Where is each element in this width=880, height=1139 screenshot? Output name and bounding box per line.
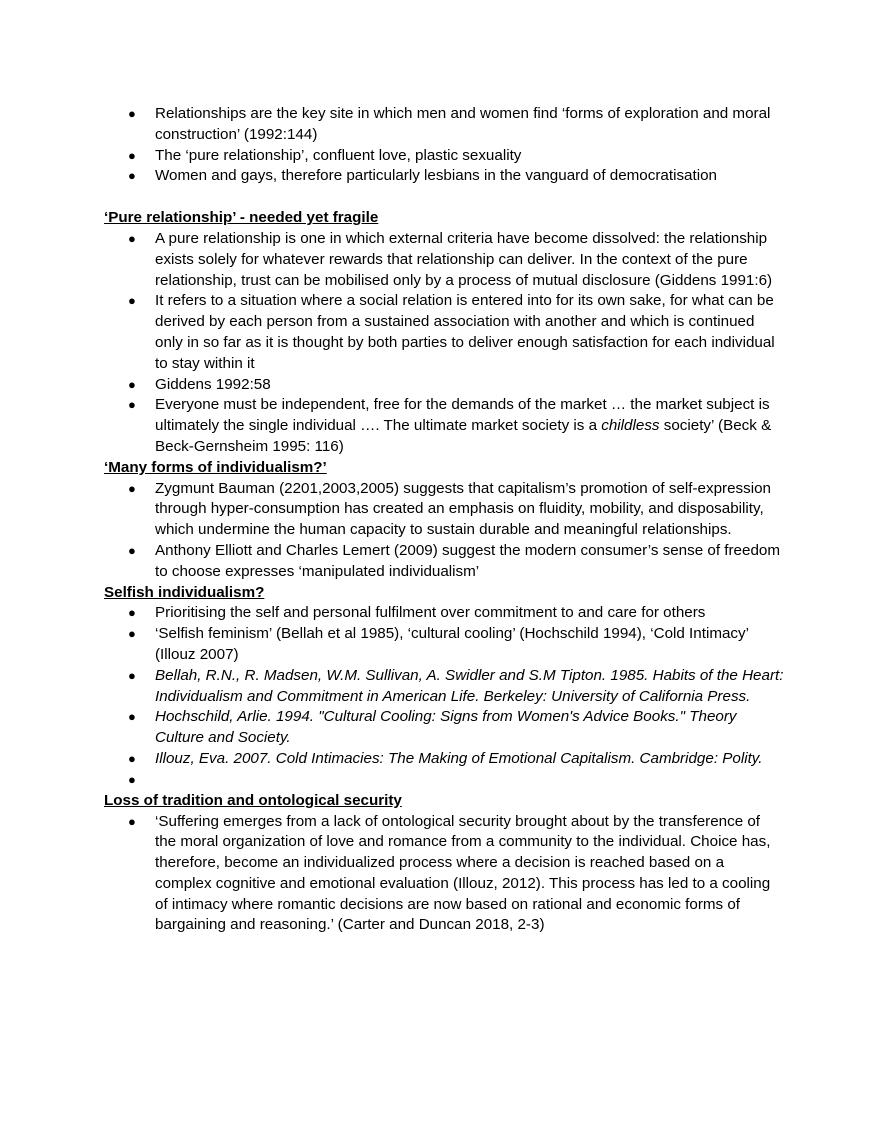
list-item: ● It refers to a situation where a social relation is entered into for its own sake, for what can be derived by each person from a sustained association with another and which is continued only in so far as it is thought by both parties to deliver enough satisfaction for each individual to stay within it [128, 292, 775, 372]
list-item: ● Illouz, Eva. 2007. Cold Intimacies: The Making of Emotional Capitalism. Cambridge: Polity. [104, 749, 784, 770]
bullet-icon: ● [128, 168, 136, 184]
intro-bullet-list [104, 104, 784, 187]
list-item: ● Giddens 1992:58 [104, 375, 784, 396]
list-item: ● The ‘pure relationship’, confluent love, plastic sexuality [104, 146, 784, 167]
bullet-icon: ● [128, 771, 136, 787]
bullet-icon: ● [128, 605, 136, 621]
bullet-icon: ● [128, 750, 136, 766]
document-page [104, 104, 784, 936]
bullet-icon: ● [128, 667, 136, 683]
bullet-icon: ● [128, 813, 136, 829]
section-heading-selfish: Selfish individualism? [104, 583, 265, 601]
bullet-icon: ● [128, 147, 136, 163]
bullet-icon: ● [128, 293, 136, 309]
loss-of-tradition-list [104, 812, 784, 937]
bullet-icon: ● [128, 480, 136, 496]
bullet-icon: ● [128, 106, 136, 121]
bullet-icon: ● [128, 397, 136, 413]
list-item: ● Bellah, R.N., R. Madsen, W.M. Sullivan, A. Swidler and S.M Tipton. 1985. Habits of the Heart: Individualism and Commitment in American Life. Berkeley: University of California Press. [128, 666, 784, 705]
list-item: ● Relationships are the key site in which men and women find ‘forms of exploration and moral construction’ (1992:144) [128, 105, 771, 143]
section-heading-pure-relationship: ‘Pure relationship’ - needed yet fragile [104, 209, 379, 227]
bullet-icon: ● [128, 709, 136, 725]
list-item: ● Women and gays, therefore particularly lesbians in the vanguard of democratisation [104, 166, 784, 187]
bullet-icon: ● [128, 230, 136, 246]
list-item: ● Hochschild, Arlie. 1994. "Cultural Cooling: Signs from Women's Advice Books." Theory Culture and Society. [128, 708, 737, 747]
section-heading-loss-of-tradition: Loss of tradition and ontological security [104, 791, 402, 809]
list-item: ● A pure relationship is one in which external criteria have become dissolved: the relationship exists solely for whatever rewards that relationship can deliver. In the context of the pure relationship, trust can be mobilised only by a process of mutual disclosure (Giddens 1991:6) [128, 229, 773, 289]
bullet-icon: ● [128, 376, 136, 392]
bullet-icon: ● [128, 626, 136, 642]
list-item: ● ‘Selfish feminism’ (Bellah et al 1985), ‘cultural cooling’ (Hochschild 1994), ‘Cold Intimacy’ (Illouz 2007) [128, 625, 749, 663]
empty-list-item [104, 770, 784, 791]
list-item: ● Everyone must be independent, free for the demands of the market … the market subject is ultimately the single individual …. The ultimate market society is a childless society’ (Beck & Beck-Gernsheim 1995: 116) [128, 396, 772, 455]
list-item: ● Prioritising the self and personal fulfilment over commitment to and care for others [104, 603, 784, 624]
section-heading-many-forms: ‘Many forms of individualism?’ [104, 458, 327, 476]
list-item: ● ‘Suffering emerges from a lack of ontological security brought about by the transference of the moral organization of love and romance from a community to the individual. Choice has, therefore, become an individualized process where a decision is reached based on a complex cognitive and emotional evaluation (Illouz, 2012). This process has led to a cooling of intimacy where romantic decisions are now based on rational and economic forms of bargaining and reasoning.’ (Carter and Duncan 2018, 2-3) [128, 812, 771, 934]
list-item: ● Anthony Elliott and Charles Lemert (2009) suggest the modern consumer’s sense of freedom to choose expresses ‘manipulated individualism’ [128, 541, 780, 580]
selfish-list [104, 603, 784, 790]
list-item: ● Zygmunt Bauman (2201,2003,2005) suggests that capitalism’s promotion of self-expression through hyper-consumption has created an emphasis on fluidity, mobility, and disposability, which undermine the human capacity to sustain durable and meaningful relationships. [128, 479, 771, 539]
many-forms-list [104, 479, 784, 583]
bullet-icon: ● [128, 542, 136, 558]
pure-relationship-list [104, 229, 784, 458]
